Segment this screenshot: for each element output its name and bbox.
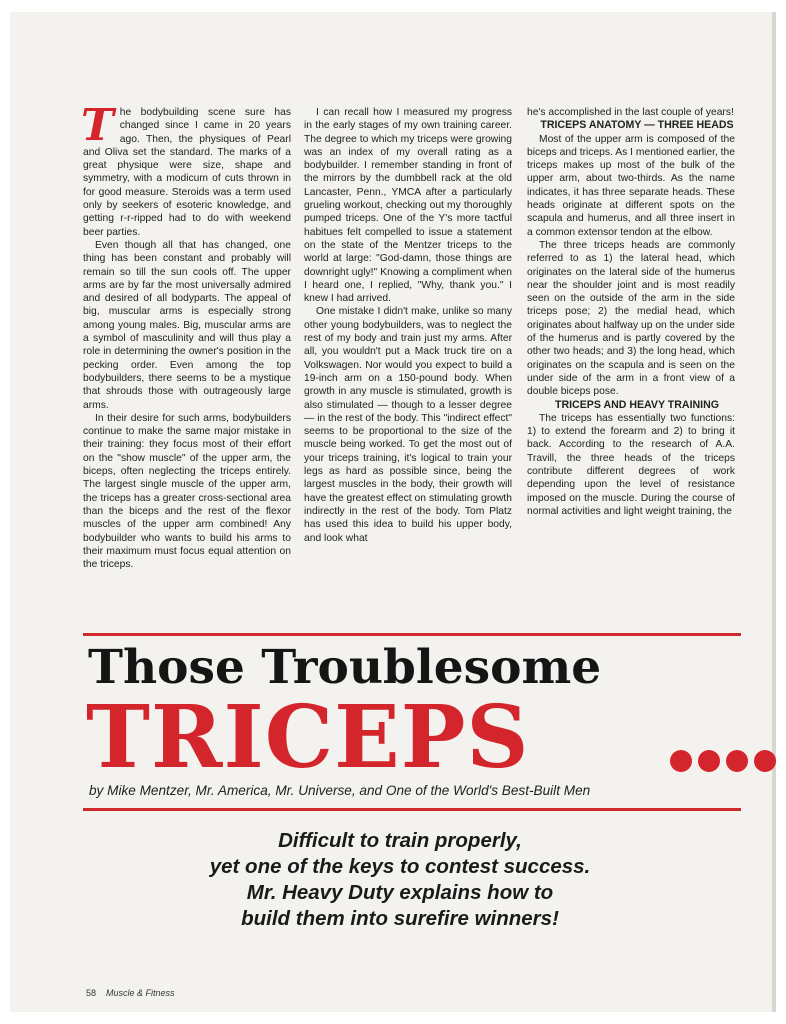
article-paragraph: he's accomplished in the last couple of years!	[527, 107, 734, 118]
article-paragraph: I can recall how I measured my progress in the early stages of my own training career. The degree to which my triceps were growing was an index of my overall rating as a bodybuilder. I remember standing in front of the mirrors by the dumbbell rack at the old Lancaster, Penn., YMCA after a particularly grueling workout, checking out my thoroughly pumped triceps. One of the Y's more tactful habitues felt compelled to issue a statement on the state of the Mentzer triceps to the world at large: "God-damn, those things are downright ugly!" Knowing a compliment when I heard one, I replied, "Why, thank you." I knew I had arrived.	[304, 107, 512, 305]
magazine-name: Muscle & Fitness	[106, 988, 175, 998]
deck-line: build them into surefire winners!	[241, 907, 559, 930]
deck-line: yet one of the keys to contest success.	[209, 855, 591, 878]
ellipsis-dot	[670, 750, 692, 772]
deck-line: Mr. Heavy Duty explains how to	[246, 881, 554, 904]
article-column-3	[527, 106, 735, 518]
ellipsis-dots	[670, 750, 780, 778]
divider-rule-top	[83, 633, 741, 636]
ellipsis-dot	[726, 750, 748, 772]
article-paragraph: In their desire for such arms, bodybuilders continue to make the same major mistake in their training: they focus most of their effort on the "show muscle" of the upper arm, the biceps, often neglecting the triceps entirely. The largest single muscle of the upper arm, the triceps has a greater cross-sectional area than the biceps and the rest of the flexor muscles of the upper arm combined! Any bodybuilder who wants to build his arms to their maximum must focus equal attention on the triceps.	[83, 412, 291, 571]
byline: by Mike Mentzer, Mr. America, Mr. Universe, and One of the World's Best-Built Men	[89, 783, 591, 798]
article-column-1	[81, 100, 291, 571]
deck-text	[140, 828, 660, 932]
section-subhead: TRICEPS ANATOMY — THREE HEADS	[540, 119, 734, 132]
headline-line-2: TRICEPS	[86, 687, 530, 788]
page-edge	[772, 12, 776, 1012]
divider-rule-bottom	[83, 808, 741, 811]
article-column-2	[304, 106, 512, 545]
article-paragraph: Even though all that has changed, one thing has been constant and probably will remain so till the sun cools off. The upper arms are by far the most universally admired and desired of all bodyparts. The appeal of big, muscular arms is especially strong among young males. Big, muscular arms are a symbol of masculinity and will thus play a role in determining the owner's position in the pecking order. Even among the top bodybuilders, there seems to be a mystique that shrouds those with outrageously large arms.	[83, 239, 291, 411]
article-paragraph: The triceps has essentially two functions: 1) to extend the forearm and 2) to bring it back. According to the research of A.A. Travill, the three heads of the triceps contribute different degrees of work depending upon the level of resistance imposed on the muscle. During the course of normal activities and light weight training, the	[527, 412, 735, 517]
drop-cap: T	[81, 100, 114, 151]
article-paragraph: The bodybuilding scene sure has changed since I came in 20 years ago. Then, the physiques of Pearl and Oliva set the standard. The marks of a great physique were size, shape and symmetry, with a modicum of cuts thrown in for good measure. Steroids was a term used only by seekers of esoteric knowledge, and getting r-r-ripped had to do with weekend beer parties.	[81, 100, 291, 238]
deck-line: Difficult to train properly,	[278, 829, 522, 852]
article-paragraph: The three triceps heads are commonly referred to as 1) the lateral head, which originates on the lateral side of the humerus near the shoulder joint and is most readily seen on the outside of the arm in the side triceps pose; 2) the medial head, which originates about halfway up on the under side of the humerus and is partly covered by the other two heads; and 3) the long head, which originates on the scapula and is seen on the under side of the arm in a front view of a double biceps pose.	[527, 239, 735, 398]
ellipsis-dot	[754, 750, 776, 772]
headline-line-1: Those Troublesome	[88, 640, 602, 695]
section-subhead: TRICEPS AND HEAVY TRAINING	[554, 398, 720, 411]
page-footer	[86, 988, 175, 998]
article-paragraph: One mistake I didn't make, unlike so many other young bodybuilders, was to neglect the rest of my body and train just my arms. After all, you wouldn't put a Mack truck tire on a Volkswagen. Nor would you expect to build a 19-inch arm on a 150-pound body. When growth in any muscle is stimulated, growth is also stimulated — though to a lesser degree — in the rest of the body. This "indirect effect" seems to be proportional to the size of the muscle being worked. To get the most out of your triceps training, it's logical to train your legs as hard as possible since, being the largest muscles in the body, their growth will have the greatest effect on stimulating growth indirectly in the rest of the body. Tom Platz has used this idea to build his upper body, and look what	[304, 306, 512, 544]
ellipsis-dot	[698, 750, 720, 772]
article-paragraph: Most of the upper arm is composed of the biceps and triceps. As I mentioned earlier, the triceps makes up most of the bulk of the upper arm, about two-thirds. As the name indicates, it has three separate heads. These heads originate at different spots on the scapula and humerus, and all three insert in a common extensor tendon at the elbow.	[527, 133, 735, 238]
page-number: 58	[86, 988, 97, 998]
